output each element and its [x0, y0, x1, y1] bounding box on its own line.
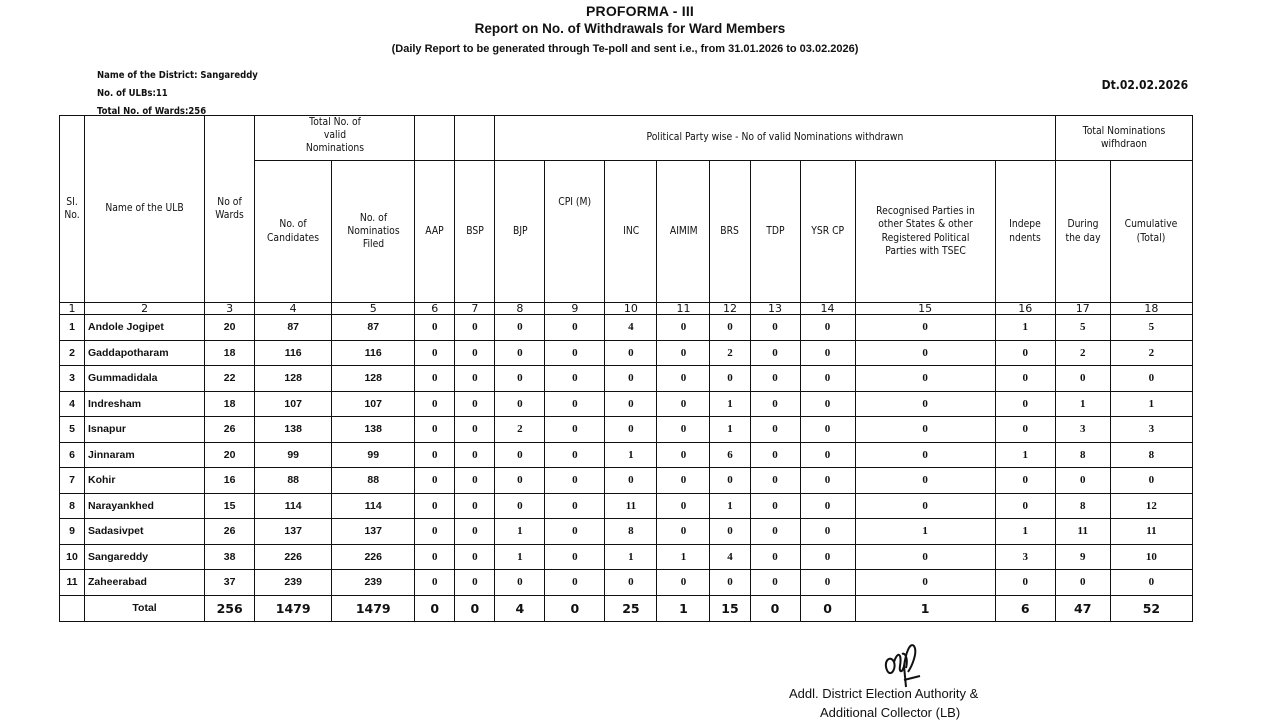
column-number: 11	[657, 303, 710, 315]
header-sl-no: SI. No.	[60, 116, 85, 303]
table-cell: 87	[332, 315, 415, 341]
table-cell: 0	[415, 544, 455, 570]
table-cell: 8	[60, 493, 85, 519]
table-cell: 0	[657, 442, 710, 468]
table-cell: 0	[495, 493, 545, 519]
report-title: Report on No. of Withdrawals for Ward Members	[474, 21, 786, 36]
table-cell: 116	[255, 340, 332, 366]
table-cell: 12	[1110, 493, 1192, 519]
header-blank-aap	[415, 116, 455, 161]
table-cell: 26	[205, 417, 255, 443]
header-brs: BRS	[710, 161, 750, 303]
table-cell: 0	[455, 544, 495, 570]
table-cell: 138	[332, 417, 415, 443]
table-cell: 0	[750, 315, 800, 341]
column-number: 14	[800, 303, 855, 315]
table-cell: 114	[332, 493, 415, 519]
header-candidates: No. of Candidates	[255, 161, 332, 303]
table-cell: 0	[1055, 366, 1110, 392]
table-cell: 0	[855, 340, 995, 366]
table-cell: 0	[995, 340, 1055, 366]
table-cell: 0	[605, 570, 657, 596]
table-cell: 0	[455, 493, 495, 519]
table-cell: 0	[545, 315, 605, 341]
header-tdp: TDP	[750, 161, 800, 303]
table-cell: 137	[255, 519, 332, 545]
table-cell: 0	[455, 417, 495, 443]
table-cell: 0	[415, 519, 455, 545]
table-cell: 0	[855, 315, 995, 341]
table-cell: 1	[495, 519, 545, 545]
table-cell: 0	[800, 519, 855, 545]
total-cell: 15	[710, 595, 750, 621]
total-label: Total	[85, 595, 205, 621]
header-ysrcp: YSR CP	[800, 161, 855, 303]
table-cell: 11	[605, 493, 657, 519]
table-cell: 0	[415, 493, 455, 519]
total-cell: 0	[415, 595, 455, 621]
table-cell: 0	[995, 468, 1055, 494]
table-cell: 0	[495, 468, 545, 494]
ulb-name-cell: Jinnaram	[85, 442, 205, 468]
table-cell: 239	[255, 570, 332, 596]
table-cell: 0	[995, 570, 1055, 596]
table-row	[60, 366, 1193, 392]
table-cell: 1	[995, 442, 1055, 468]
table-cell: 0	[545, 468, 605, 494]
table-cell: 7	[60, 468, 85, 494]
column-number: 3	[205, 303, 255, 315]
table-cell: 1	[995, 519, 1055, 545]
table-cell: 0	[545, 391, 605, 417]
signatory-designation: Additional Collector (LB)	[820, 705, 961, 720]
total-cell: 1	[657, 595, 710, 621]
table-row	[60, 544, 1193, 570]
table-cell: 0	[657, 391, 710, 417]
ward-count: Total No. of Wards:256	[97, 106, 207, 117]
column-number: 9	[545, 303, 605, 315]
table-cell: 18	[205, 391, 255, 417]
table-cell: 0	[455, 366, 495, 392]
table-cell: 0	[415, 391, 455, 417]
column-number: 12	[710, 303, 750, 315]
table-cell: 128	[255, 366, 332, 392]
header-ulb-name: Name of the ULB	[85, 116, 205, 303]
total-cell: 6	[995, 595, 1055, 621]
table-cell: 0	[605, 417, 657, 443]
table-cell: 0	[1055, 570, 1110, 596]
column-number: 4	[255, 303, 332, 315]
total-cell: 1479	[255, 595, 332, 621]
table-cell: 0	[750, 340, 800, 366]
table-cell: 0	[750, 366, 800, 392]
header-blank-bsp	[455, 116, 495, 161]
header-cpim: CPI (M)	[545, 161, 605, 303]
table-cell: 226	[332, 544, 415, 570]
table-cell: 0	[750, 468, 800, 494]
header-total-withdrawn: Total Nominations wifhdraon	[1055, 116, 1192, 161]
table-cell: 1	[1110, 391, 1192, 417]
table-cell: 3	[1055, 417, 1110, 443]
table-cell: 1	[605, 544, 657, 570]
table-cell: 0	[657, 519, 710, 545]
table-cell: 3	[995, 544, 1055, 570]
table-cell: 0	[710, 468, 750, 494]
table-cell: 1	[657, 544, 710, 570]
table-cell: 0	[1055, 468, 1110, 494]
table-cell: 38	[205, 544, 255, 570]
table-cell: 11	[1110, 519, 1192, 545]
table-cell: 99	[332, 442, 415, 468]
table-cell: 0	[657, 315, 710, 341]
column-number: 18	[1110, 303, 1192, 315]
total-cell: 0	[750, 595, 800, 621]
ulb-name-cell: Zaheerabad	[85, 570, 205, 596]
table-cell: 0	[800, 544, 855, 570]
column-number: 13	[750, 303, 800, 315]
table-cell: 0	[455, 315, 495, 341]
table-cell: 5	[1110, 315, 1192, 341]
table-cell: 0	[415, 442, 455, 468]
table-cell: 0	[800, 417, 855, 443]
table-cell: 0	[995, 417, 1055, 443]
table-cell: 8	[605, 519, 657, 545]
table-cell: 0	[495, 391, 545, 417]
total-cell: 0	[800, 595, 855, 621]
table-cell: 8	[1055, 442, 1110, 468]
column-number: 7	[455, 303, 495, 315]
table-cell: 0	[855, 417, 995, 443]
ulb-name-cell: Indresham	[85, 391, 205, 417]
column-number: 17	[1055, 303, 1110, 315]
table-cell: 0	[800, 570, 855, 596]
table-cell: 4	[710, 544, 750, 570]
table-cell: 0	[545, 340, 605, 366]
ulb-name-cell: Gummadidala	[85, 366, 205, 392]
table-cell: 0	[710, 519, 750, 545]
total-cell: 25	[605, 595, 657, 621]
table-cell: 0	[657, 468, 710, 494]
table-cell: 0	[605, 468, 657, 494]
header-party-wise: Political Party wise - No of valid Nominations withdrawn	[495, 116, 1055, 161]
table-cell: 1	[855, 519, 995, 545]
total-cell: 4	[495, 595, 545, 621]
ulb-name-cell: Gaddapotharam	[85, 340, 205, 366]
table-cell: 0	[415, 366, 455, 392]
table-cell: 37	[205, 570, 255, 596]
table-cell: 0	[455, 519, 495, 545]
table-cell: 4	[605, 315, 657, 341]
proforma-label: PROFORMA - III	[585, 3, 695, 19]
table-cell: 0	[750, 391, 800, 417]
table-cell: 137	[332, 519, 415, 545]
table-cell: 0	[495, 340, 545, 366]
header-during-day: During the day	[1055, 161, 1110, 303]
table-cell: 0	[495, 442, 545, 468]
table-cell: 2	[710, 340, 750, 366]
table-cell: 1	[710, 391, 750, 417]
table-cell: 0	[995, 493, 1055, 519]
table-cell: 0	[1110, 468, 1192, 494]
table-cell: 0	[545, 519, 605, 545]
signature-scribble	[880, 632, 930, 692]
table-cell: 5	[1055, 315, 1110, 341]
table-cell: 128	[332, 366, 415, 392]
table-cell: 0	[545, 366, 605, 392]
table-cell: 16	[205, 468, 255, 494]
table-cell: 0	[800, 366, 855, 392]
table-cell: 0	[415, 570, 455, 596]
signatory-title: Addl. District Election Authority &	[789, 686, 979, 701]
table-cell: 1	[495, 544, 545, 570]
table-cell: 10	[60, 544, 85, 570]
table-cell: 0	[800, 340, 855, 366]
table-cell: 2	[1110, 340, 1192, 366]
header-nominations-filed: No. of Nominatios Filed	[332, 161, 415, 303]
table-cell: 88	[332, 468, 415, 494]
ulb-count: No. of ULBs:11	[97, 88, 168, 99]
table-cell: 2	[1055, 340, 1110, 366]
table-cell: 2	[495, 417, 545, 443]
header-valid-nominations: Total No. of valid Nominations	[255, 116, 415, 161]
signature	[880, 632, 930, 692]
table-cell: 0	[710, 315, 750, 341]
ulb-name-cell: Andole Jogipet	[85, 315, 205, 341]
total-cell: 47	[1055, 595, 1110, 621]
report-subtitle: (Daily Report to be generated through Te-poll and sent i.e., from 31.01.2026 to 03.02.2026)	[391, 43, 859, 55]
table-cell: 0	[605, 366, 657, 392]
table-cell: 2	[60, 340, 85, 366]
table-cell: 0	[855, 544, 995, 570]
table-cell: 107	[255, 391, 332, 417]
district-name: Name of the District: Sangareddy	[97, 70, 258, 81]
table-cell: 0	[657, 493, 710, 519]
ulb-name-cell: Sadasivpet	[85, 519, 205, 545]
table-cell: 0	[545, 493, 605, 519]
table-cell: 0	[495, 315, 545, 341]
table-cell: 0	[800, 442, 855, 468]
table-cell: 0	[750, 442, 800, 468]
table-cell: 8	[1110, 442, 1192, 468]
table-cell: 18	[205, 340, 255, 366]
table-cell: 0	[455, 570, 495, 596]
table-cell: 0	[995, 366, 1055, 392]
column-number-row	[60, 303, 1193, 315]
table-cell: 0	[800, 493, 855, 519]
table-cell: 15	[205, 493, 255, 519]
table-cell: 0	[1110, 570, 1192, 596]
table-cell: 0	[455, 442, 495, 468]
table-cell: 0	[455, 391, 495, 417]
table-cell: 4	[60, 391, 85, 417]
table-cell: 3	[1110, 417, 1192, 443]
table-row	[60, 340, 1193, 366]
table-cell: 0	[750, 570, 800, 596]
table-cell: 20	[205, 315, 255, 341]
table-cell: 0	[855, 468, 995, 494]
table-cell: 0	[415, 315, 455, 341]
table-cell: 0	[545, 442, 605, 468]
table-cell: 0	[855, 442, 995, 468]
table-cell: 0	[1110, 366, 1192, 392]
table-cell: 99	[255, 442, 332, 468]
header-other-parties: Recognised Parties in other States & other Registered Political Parties with TSEC	[855, 161, 995, 303]
table-row	[60, 391, 1193, 417]
column-number: 2	[85, 303, 205, 315]
total-cell: 0	[455, 595, 495, 621]
table-cell: 11	[60, 570, 85, 596]
total-cell: 256	[205, 595, 255, 621]
column-number: 5	[332, 303, 415, 315]
ulb-name-cell: Narayankhed	[85, 493, 205, 519]
table-cell: 0	[855, 391, 995, 417]
table-cell: 239	[332, 570, 415, 596]
header-bjp: BJP	[495, 161, 545, 303]
table-cell: 0	[750, 493, 800, 519]
table-row	[60, 468, 1193, 494]
header-aap: AAP	[415, 161, 455, 303]
table-cell: 0	[415, 417, 455, 443]
table-cell: 0	[415, 340, 455, 366]
table-cell: 0	[605, 391, 657, 417]
table-cell: 26	[205, 519, 255, 545]
table-cell: 0	[995, 391, 1055, 417]
table-cell: 0	[415, 468, 455, 494]
table-cell: 0	[545, 417, 605, 443]
table-cell: 0	[855, 493, 995, 519]
total-cell: 52	[1110, 595, 1192, 621]
table-cell: 1	[1055, 391, 1110, 417]
header-no-of-wards: No of Wards	[205, 116, 255, 303]
table-cell: 0	[455, 468, 495, 494]
table-cell: 0	[800, 391, 855, 417]
table-row	[60, 493, 1193, 519]
table-cell: 9	[60, 519, 85, 545]
table-cell: 0	[605, 340, 657, 366]
total-cell: 1479	[332, 595, 415, 621]
header-independents: Indepe ndents	[995, 161, 1055, 303]
table-cell: 6	[60, 442, 85, 468]
table-cell: 138	[255, 417, 332, 443]
table-row	[60, 570, 1193, 596]
table-cell: 0	[657, 366, 710, 392]
table-row	[60, 519, 1193, 545]
table-cell: 0	[545, 544, 605, 570]
table-cell: 0	[855, 570, 995, 596]
table-cell: 1	[60, 315, 85, 341]
table-cell: 0	[710, 570, 750, 596]
table-cell: 6	[710, 442, 750, 468]
table-cell: 5	[60, 417, 85, 443]
total-cell	[60, 595, 85, 621]
column-number: 15	[855, 303, 995, 315]
withdrawals-table	[59, 115, 1193, 622]
table-cell: 20	[205, 442, 255, 468]
table-cell: 0	[657, 570, 710, 596]
table-cell: 1	[710, 493, 750, 519]
table-cell: 107	[332, 391, 415, 417]
column-number: 1	[60, 303, 85, 315]
table-cell: 0	[855, 366, 995, 392]
table-row	[60, 417, 1193, 443]
total-row	[60, 595, 1193, 621]
table-cell: 116	[332, 340, 415, 366]
table-row	[60, 442, 1193, 468]
header-aimim: AIMIM	[657, 161, 710, 303]
table-cell: 0	[800, 315, 855, 341]
table-cell: 9	[1055, 544, 1110, 570]
table-row	[60, 315, 1193, 341]
table-cell: 3	[60, 366, 85, 392]
header-inc: INC	[605, 161, 657, 303]
table-cell: 10	[1110, 544, 1192, 570]
total-cell: 1	[855, 595, 995, 621]
table-cell: 0	[545, 570, 605, 596]
ulb-name-cell: Sangareddy	[85, 544, 205, 570]
table-cell: 1	[710, 417, 750, 443]
report-date: Dt.02.02.2026	[1101, 78, 1188, 92]
table-cell: 226	[255, 544, 332, 570]
table-cell: 0	[455, 340, 495, 366]
table-cell: 0	[750, 544, 800, 570]
table-cell: 1	[605, 442, 657, 468]
table-cell: 0	[657, 340, 710, 366]
column-number: 16	[995, 303, 1055, 315]
table-cell: 8	[1055, 493, 1110, 519]
header-bsp: BSP	[455, 161, 495, 303]
table-cell: 0	[750, 417, 800, 443]
table-cell: 0	[657, 417, 710, 443]
table-cell: 88	[255, 468, 332, 494]
table-cell: 0	[495, 570, 545, 596]
ulb-name-cell: Isnapur	[85, 417, 205, 443]
table-cell: 0	[800, 468, 855, 494]
table-cell: 22	[205, 366, 255, 392]
column-number: 10	[605, 303, 657, 315]
column-number: 6	[415, 303, 455, 315]
table-cell: 114	[255, 493, 332, 519]
table-cell: 0	[710, 366, 750, 392]
table-cell: 0	[750, 519, 800, 545]
column-number: 8	[495, 303, 545, 315]
table-cell: 11	[1055, 519, 1110, 545]
table-cell: 87	[255, 315, 332, 341]
ulb-name-cell: Kohir	[85, 468, 205, 494]
table-cell: 1	[995, 315, 1055, 341]
total-cell: 0	[545, 595, 605, 621]
header-cumulative: Cumulative (Total)	[1110, 161, 1192, 303]
table-cell: 0	[495, 366, 545, 392]
